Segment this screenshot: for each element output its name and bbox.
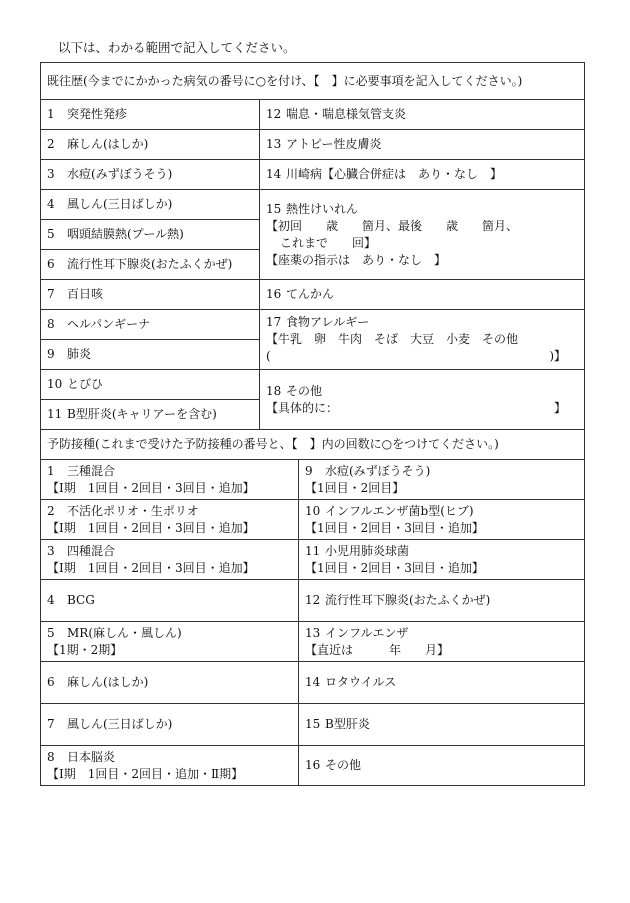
vaccine-item-16[interactable]: 16 その他 xyxy=(299,746,585,786)
medical-history-form xyxy=(40,62,585,786)
vaccine-item-12[interactable]: 12 流行性耳下腺炎(おたふくかぜ) xyxy=(299,580,585,622)
vaccination-row xyxy=(41,622,585,662)
history-item-10[interactable]: 10 とびひ xyxy=(41,370,260,400)
history-item-17[interactable]: 17 食物アレルギー 【牛乳 卵 牛肉 そば 大豆 小麦 その他 ( )】 xyxy=(260,310,585,370)
history-row xyxy=(41,130,585,160)
history-item-3[interactable]: 3 水痘(みずぼうそう) xyxy=(41,160,260,190)
history-row xyxy=(41,100,585,130)
vaccine-item-8[interactable]: 8 日本脳炎 【Ⅰ期 1回目・2回目・追加・Ⅱ期】 xyxy=(41,746,299,786)
history-item-5[interactable]: 5 咽頭結膜熱(プール熱) xyxy=(41,220,260,250)
history-item-13[interactable]: 13 アトピー性皮膚炎 xyxy=(260,130,585,160)
history-item-16[interactable]: 16 てんかん xyxy=(260,280,585,310)
history-row xyxy=(41,190,585,220)
febrile-seizure-count: これまで 回】 xyxy=(280,235,377,250)
history-row xyxy=(41,280,585,310)
vaccine-item-11[interactable]: 11 小児用肺炎球菌 【1回目・2回目・3回目・追加】 xyxy=(299,540,585,580)
food-allergy-other-field[interactable]: ( )】 xyxy=(266,349,567,363)
vaccine-item-7[interactable]: 7 風しん(三日ばしか) xyxy=(41,704,299,746)
febrile-seizure-detail: 【初回 歳 箇月、最後 歳 箇月、 xyxy=(266,218,519,233)
vaccine-item-5[interactable]: 5 MR(麻しん・風しん) 【1期・2期】 xyxy=(41,622,299,662)
vaccination-header: 予防接種(これまで受けた予防接種の番号と、【 】内の回数に○をつけてください。) xyxy=(41,430,585,460)
vaccination-row xyxy=(41,580,585,622)
vaccine-item-4[interactable]: 4 BCG xyxy=(41,580,299,622)
history-item-7[interactable]: 7 百日咳 xyxy=(41,280,260,310)
vaccination-header-row xyxy=(41,430,585,460)
vaccination-row xyxy=(41,662,585,704)
history-row xyxy=(41,370,585,400)
vaccine-item-9[interactable]: 9 水痘(みずぼうそう) 【1回目・2回目】 xyxy=(299,460,585,500)
history-row xyxy=(41,160,585,190)
vaccine-item-14[interactable]: 14 ロタウイルス xyxy=(299,662,585,704)
history-row xyxy=(41,310,585,340)
history-item-15[interactable]: 15 熱性けいれん 【初回 歳 箇月、最後 歳 箇月、 これまで 回】 【座薬の指示は あり・なし 】 xyxy=(260,190,585,280)
vaccination-row xyxy=(41,500,585,540)
history-item-18[interactable]: 18 その他 【具体的に： 】 xyxy=(260,370,585,430)
vaccination-row xyxy=(41,540,585,580)
vaccination-row xyxy=(41,746,585,786)
vaccine-item-10[interactable]: 10 インフルエンザ菌b型(ヒブ) 【1回目・2回目・3回目・追加】 xyxy=(299,500,585,540)
history-item-8[interactable]: 8 ヘルパンギーナ xyxy=(41,310,260,340)
vaccine-item-1[interactable]: 1 三種混合 【Ⅰ期 1回目・2回目・3回目・追加】 xyxy=(41,460,299,500)
other-details-field[interactable]: 【具体的に： 】 xyxy=(266,400,567,415)
vaccine-item-15[interactable]: 15 B型肝炎 xyxy=(299,704,585,746)
vaccine-item-13[interactable]: 13 インフルエンザ 【直近は 年 月】 xyxy=(299,622,585,662)
history-item-6[interactable]: 6 流行性耳下腺炎(おたふくかぜ) xyxy=(41,250,260,280)
history-item-9[interactable]: 9 肺炎 xyxy=(41,340,260,370)
vaccination-row xyxy=(41,460,585,500)
vaccine-item-6[interactable]: 6 麻しん(はしか) xyxy=(41,662,299,704)
food-allergy-options: 【牛乳 卵 牛肉 そば 大豆 小麦 その他 xyxy=(266,332,519,346)
vaccination-row xyxy=(41,704,585,746)
history-item-4[interactable]: 4 風しん(三日ばしか) xyxy=(41,190,260,220)
suppository-instruction: 【座薬の指示は あり・なし 】 xyxy=(266,252,447,267)
history-item-1[interactable]: 1 突発性発疹 xyxy=(41,100,260,130)
history-header: 既往歴(今までにかかった病気の番号に○を付け、【 】に必要事項を記入してください。) xyxy=(41,63,585,100)
history-header-row xyxy=(41,63,585,100)
vaccine-item-3[interactable]: 3 四種混合 【Ⅰ期 1回目・2回目・3回目・追加】 xyxy=(41,540,299,580)
history-item-11[interactable]: 11 B型肝炎(キャリアーを含む) xyxy=(41,400,260,430)
history-item-12[interactable]: 12 喘息・喘息様気管支炎 xyxy=(260,100,585,130)
intro-text: 以下は、わかる範囲で記入してください。 xyxy=(58,40,296,55)
history-item-2[interactable]: 2 麻しん(はしか) xyxy=(41,130,260,160)
vaccine-item-2[interactable]: 2 不活化ポリオ・生ポリオ 【Ⅰ期 1回目・2回目・3回目・追加】 xyxy=(41,500,299,540)
history-item-14[interactable]: 14 川崎病【心臓合併症は あり・なし 】 xyxy=(260,160,585,190)
